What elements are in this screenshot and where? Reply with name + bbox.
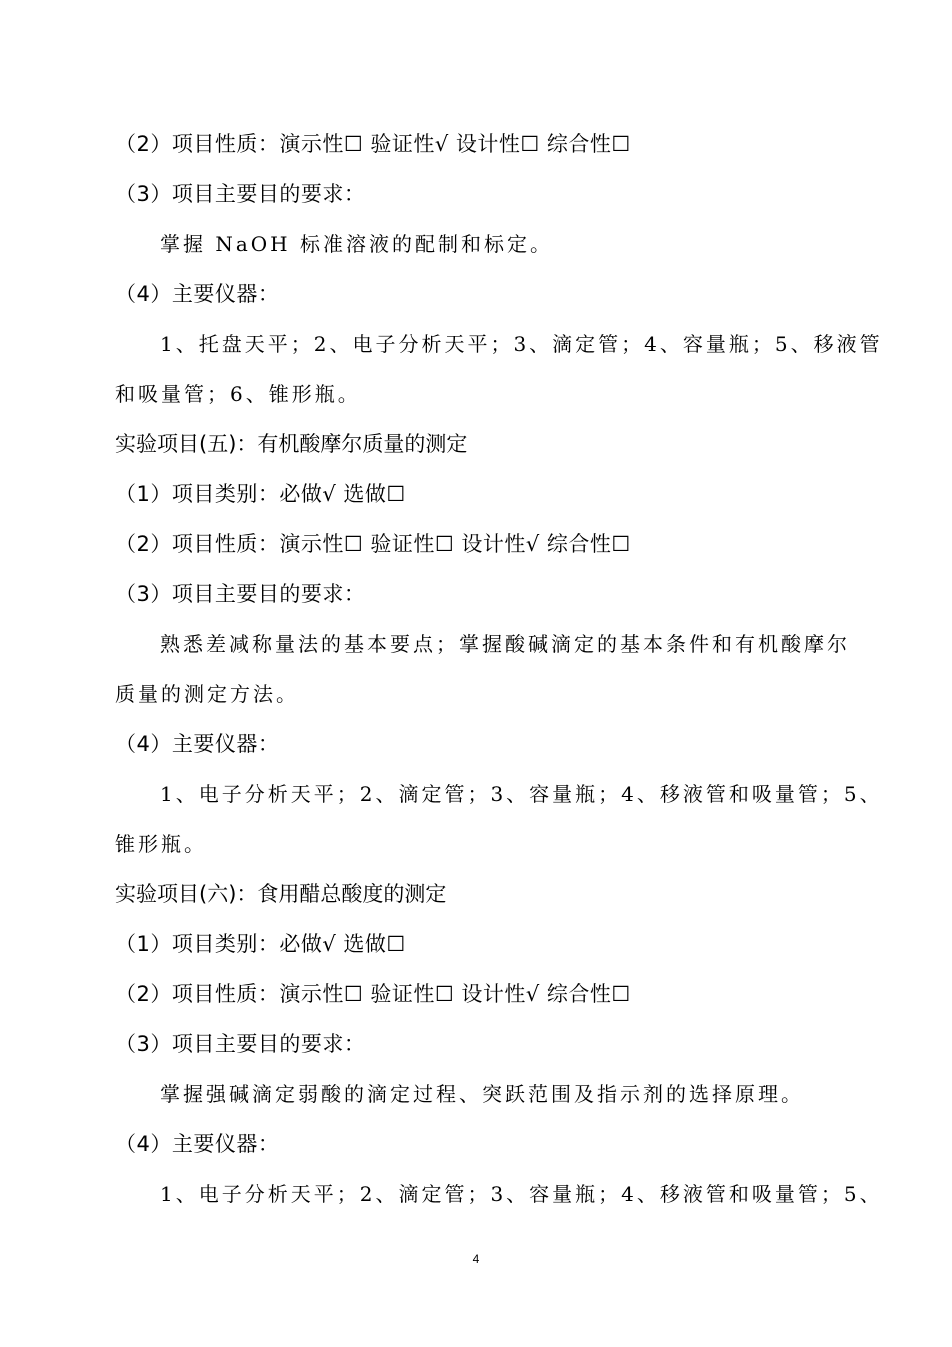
project6-equipment-text-1: 1、电子分析天平；2、滴定管；3、容量瓶；4、移液管和吸量管；5、 (160, 1182, 883, 1206)
project5-purpose-text-2: 质量的测定方法。 (115, 682, 299, 706)
project5-equipment-text-2: 锥形瓶。 (115, 832, 207, 856)
project6-title: 实验项目(六)：食用醋总酸度的测定 (115, 882, 447, 906)
page-number: 4 (472, 1252, 480, 1266)
project5-category: （1）项目类别：必做√ 选做☐ (115, 482, 406, 506)
project5-equipment-text-1: 1、电子分析天平；2、滴定管；3、容量瓶；4、移液管和吸量管；5、 (160, 782, 883, 806)
project4-equipment-label: （4）主要仪器： (115, 282, 280, 306)
project4-equipment-text-1: 1、托盘天平；2、电子分析天平；3、滴定管；4、容量瓶；5、移液管 (160, 332, 883, 356)
project6-nature: （2）项目性质：演示性☐ 验证性☐ 设计性√ 综合性☐ (115, 982, 631, 1006)
project5-purpose-text-1: 熟悉差减称量法的基本要点；掌握酸碱滴定的基本条件和有机酸摩尔 (160, 632, 850, 656)
project4-purpose-label: （3）项目主要目的要求： (115, 182, 366, 206)
project5-equipment-label: （4）主要仪器： (115, 732, 280, 756)
project4-nature: （2）项目性质：演示性☐ 验证性√ 设计性☐ 综合性☐ (115, 132, 631, 156)
project6-purpose-label: （3）项目主要目的要求： (115, 1032, 366, 1056)
project5-title: 实验项目(五)：有机酸摩尔质量的测定 (115, 432, 468, 456)
project6-purpose-text: 掌握强碱滴定弱酸的滴定过程、突跃范围及指示剂的选择原理。 (160, 1082, 804, 1106)
project5-purpose-label: （3）项目主要目的要求： (115, 582, 366, 606)
project6-equipment-label: （4）主要仪器： (115, 1132, 280, 1156)
project4-purpose-text: 掌握 NaOH 标准溶液的配制和标定。 (160, 232, 553, 256)
project6-category: （1）项目类别：必做√ 选做☐ (115, 932, 406, 956)
project4-equipment-text-2: 和吸量管；6、锥形瓶。 (115, 382, 361, 406)
project5-nature: （2）项目性质：演示性☐ 验证性☐ 设计性√ 综合性☐ (115, 532, 631, 556)
